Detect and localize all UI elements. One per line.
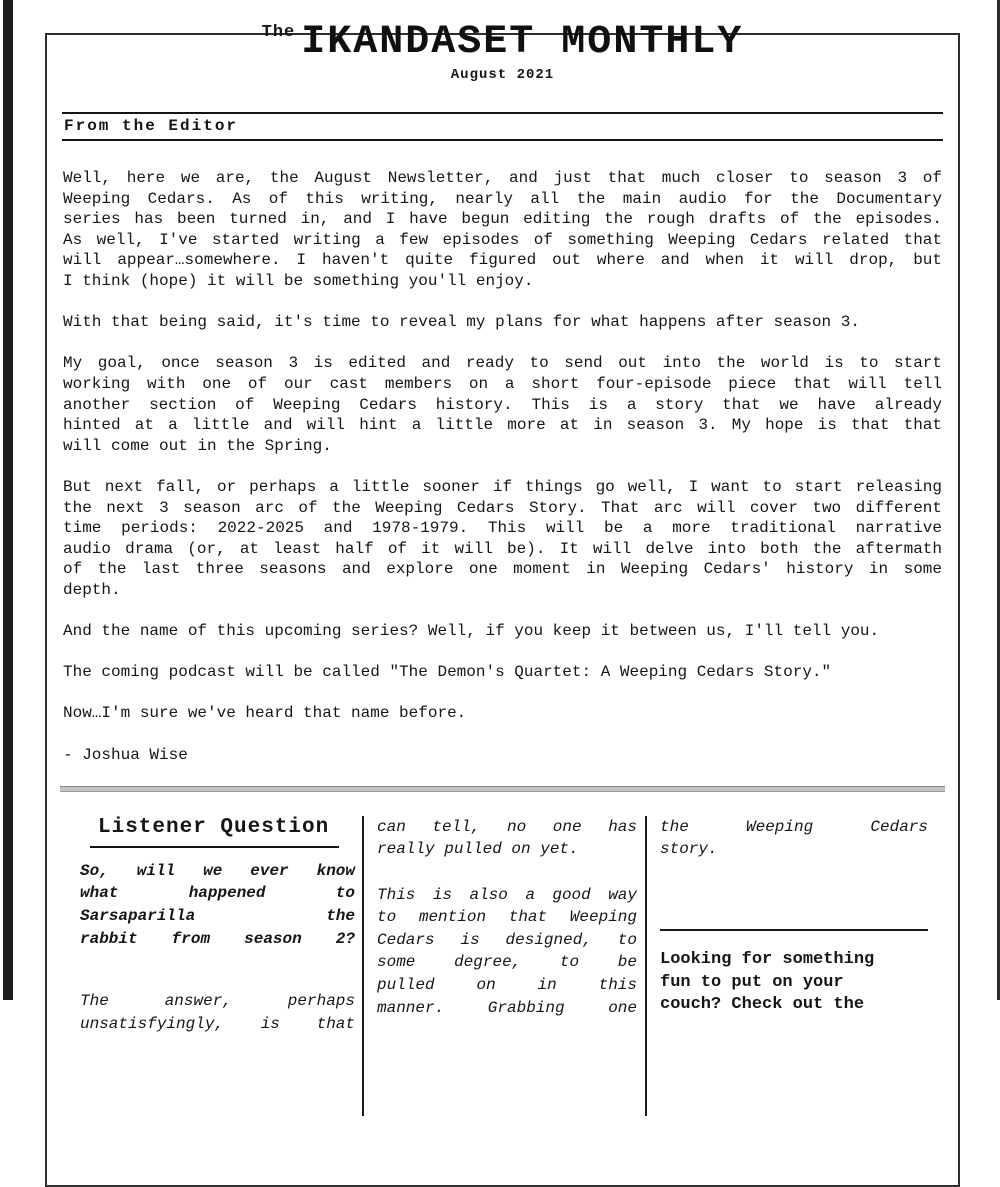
- text-line: As well, I've started writing a few episodes of something Weeping Cedars related that: [63, 230, 942, 249]
- text-line: what happened to: [80, 884, 355, 903]
- text-line: Cedars is designed, to: [377, 930, 637, 949]
- text-line: will come out in the Spring.: [63, 436, 332, 455]
- text-line: will appear…somewhere. I haven't quite figured out where and when it will drop, but: [63, 251, 942, 270]
- paragraph: [63, 745, 942, 766]
- column-separator: [362, 816, 364, 1116]
- text-line: really pulled on yet.: [377, 840, 579, 859]
- paragraph: [80, 860, 355, 950]
- masthead: [47, 20, 958, 83]
- text-line: audio drama (or, at least half of it will be). It will delve into both the aftermath: [63, 539, 942, 558]
- newsletter-title: [47, 20, 958, 65]
- text-line: My goal, once season 3 is edited and ready to send out into the world is to start: [63, 354, 942, 373]
- text-line: - Joshua Wise: [63, 745, 188, 764]
- text-line: Well, here we are, the August Newsletter, and just that much closer to season 3 of: [63, 169, 942, 187]
- text-line: working with one of our cast members on a short four-episode piece that will tell: [63, 374, 942, 393]
- section-heading-listener-question: Listener Question: [90, 816, 339, 848]
- text-line: Weeping Cedars. As of this writing, nearly all the main audio for the Documentary: [63, 189, 942, 208]
- paragraph: [63, 477, 942, 601]
- paragraph: [660, 949, 928, 1017]
- paragraph: [63, 703, 942, 724]
- newsletter-page: [45, 20, 960, 1187]
- paragraph: [377, 816, 637, 861]
- text-line: another section of Weeping Cedars history. This is a story that we have already: [63, 395, 942, 414]
- column-listener-question: [80, 816, 355, 1116]
- text-line: unsatisfyingly, is that: [80, 1014, 355, 1033]
- text-line: I think (hope) it will be something you'll enjoy.: [63, 271, 534, 290]
- section-divider: [60, 786, 945, 792]
- title-main: IKANDASET MONTHLY: [301, 20, 744, 65]
- text-line: pulled on in this: [377, 975, 637, 994]
- text-line: of the last three seasons and explore one moment in Weeping Cedars' history in some: [63, 560, 942, 579]
- column-middle: [377, 816, 637, 1116]
- columns-section: [47, 816, 958, 1116]
- column-separator: [645, 816, 647, 1116]
- text-line: time periods: 2022-2025 and 1978-1979. This will be a more traditional narrative: [63, 519, 942, 538]
- column-right-top-text: [660, 816, 928, 861]
- paragraph: [377, 884, 637, 1020]
- text-line: series has been turned in, and I have begun editing the rough drafts of the episodes.: [63, 210, 942, 229]
- text-line: depth.: [63, 580, 121, 599]
- text-line: The answer, perhaps: [80, 992, 355, 1011]
- section-heading-from-the-editor: From the Editor: [62, 112, 943, 141]
- editor-letter-body: [63, 168, 942, 765]
- issue-date: August 2021: [450, 67, 555, 83]
- left-edge-bar: [3, 0, 13, 1000]
- column-right-promo-text: [660, 949, 928, 1017]
- text-line: hinted at a little and will hint a little more at in season 3. My hope is that that: [63, 416, 942, 435]
- text-line: the Weeping Cedars: [660, 817, 928, 836]
- paragraph: [63, 621, 942, 642]
- text-line: Sarsaparilla the: [80, 907, 355, 925]
- text-line: the next 3 season arc of the Weeping Cedars Story. That arc will cover two different: [63, 498, 942, 517]
- listener-question-text: [80, 860, 355, 1036]
- title-prefix: The: [261, 23, 296, 42]
- text-line: This is also a good way: [377, 885, 637, 904]
- paragraph: [63, 312, 942, 333]
- paragraph: [80, 990, 355, 1035]
- text-line: With that being said, it's time to reveal my plans for what happens after season 3.: [63, 313, 860, 332]
- text-line: Looking for something: [660, 950, 875, 969]
- text-line: couch? Check out the: [660, 995, 865, 1015]
- text-line: But next fall, or perhaps a little sooner if things go well, I want to start releasing: [63, 477, 942, 496]
- paragraph: [63, 168, 942, 292]
- paragraph: [63, 353, 942, 456]
- paragraph: [660, 816, 928, 861]
- column-rule: [660, 929, 928, 931]
- text-line: story.: [660, 840, 718, 859]
- column-right: [660, 816, 928, 1116]
- text-line: And the name of this upcoming series? Well, if you keep it between us, I'll tell you.: [63, 622, 880, 641]
- paragraph: [63, 662, 942, 683]
- text-line: The coming podcast will be called "The Demon's Quartet: A Weeping Cedars Story.": [63, 663, 832, 682]
- text-line: rabbit from season 2?: [80, 929, 355, 948]
- text-line: some degree, to be: [377, 953, 637, 972]
- text-line: fun to put on your: [660, 972, 844, 992]
- text-line: So, will we ever know: [80, 861, 355, 880]
- text-line: Now…I'm sure we've heard that name before.: [63, 704, 467, 723]
- text-line: can tell, no one has: [377, 817, 637, 836]
- text-line: to mention that Weeping: [377, 908, 637, 927]
- text-line: manner. Grabbing one: [377, 998, 637, 1017]
